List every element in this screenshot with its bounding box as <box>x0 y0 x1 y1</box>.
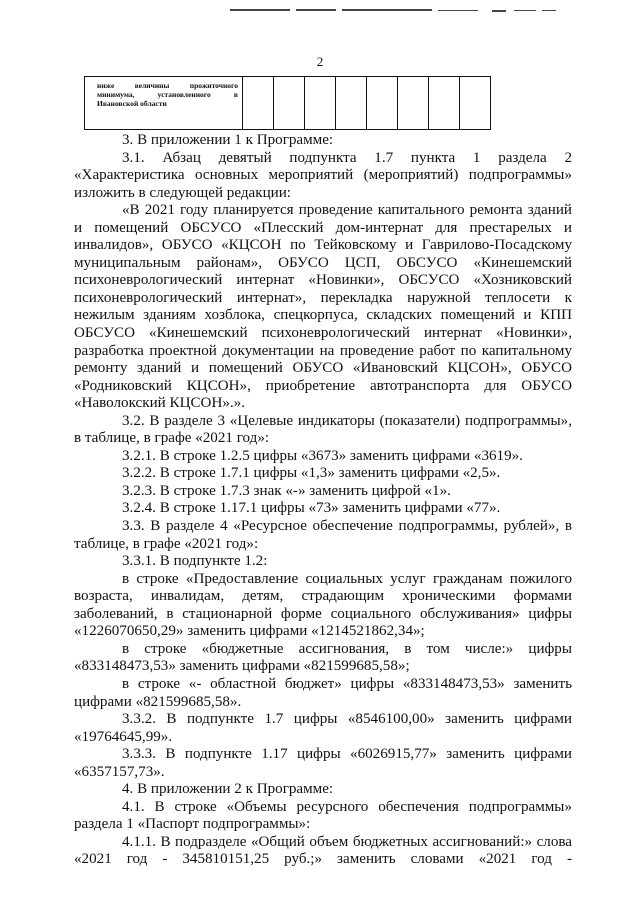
table-cell-empty <box>243 77 274 130</box>
table-fragment <box>84 76 491 130</box>
paragraph-3-2-4: 3.2.4. В строке 1.17.1 цифры «73» заменить цифрами «77». <box>122 500 501 517</box>
table-row <box>85 77 491 130</box>
paragraph-budget-row: в строке «бюджетные ассигнования, в том числе:» цифры «833148473,53» заменить цифрами «821599685,58»; <box>74 640 572 675</box>
table-cell-empty <box>305 77 336 130</box>
paragraph-services-row: в строке «Предоставление социальных услуг гражданам пожилого возраста, инвалидам, детям, страдающим хроническими формами заболеваний, в стационарной форме социального обслуживания» цифры «1226070650,29» заменить цифрами «1214521862,34»; <box>74 570 572 640</box>
table-cell-empty <box>429 77 460 130</box>
paragraph-4-1-1: 4.1.1. В подразделе «Общий объем бюджетных ассигнований:» слова «2021 год - 345810151,25 руб.;» заменить словами «2021 год - <box>74 833 572 868</box>
paragraph-3-2-2: 3.2.2. В строке 1.7.1 цифры «1,3» заменить цифрами «2,5». <box>122 465 501 482</box>
paragraph-3-2-3: 3.2.3. В строке 1.7.3 знак «-» заменить цифрой «1». <box>122 482 451 499</box>
table-cell-empty <box>460 77 491 130</box>
paragraph-appendix-2-heading: 4. В приложении 2 к Программе: <box>122 781 334 798</box>
paragraph-3-3-2: 3.3.2. В подпункте 1.7 цифры «8546100,00» заменить цифрами «19764645,99». <box>74 711 572 745</box>
paragraph-appendix-1-heading: 3. В приложении 1 к Программе: <box>122 132 334 148</box>
paragraph-3-3: 3.3. В разделе 4 «Ресурсное обеспечение подпрограммы, рублей», в таблице, в графе «2021 год»: <box>74 518 572 552</box>
table-cell-empty <box>367 77 398 130</box>
table-cell-empty <box>274 77 305 130</box>
paragraph-3-2-1: 3.2.1. В строке 1.2.5 цифры «3673» заменить цифрами «3619». <box>122 447 523 464</box>
document-body <box>74 132 572 869</box>
paragraph-quoted-edition: «В 2021 году планируется проведение капитального ремонта зданий и помещений ОБСУСО «Плесский дом-интернат для престарелых и инвалидов», ОБУСО «КЦСОН по Тейковскому и Гаврилово-Посадскому муниципальным районам», ОБУСО ЦСП, ОБСУСО «Кинешемский психоневрологический интернат «Новинки», ОБСУСО «Хозниковский психоневрологический интернат», перекладка наружной теплосети к нежилым зданиям хозблока, спецкорпуса, складских помещений и КПП ОБСУСО «Кинешемский психоневрологический интернат «Новинки», разработка проектной документации на проведение работ по капитальному ремонту зданий и помещений ОБУСО «Ивановский КЦСОН», ОБУСО «Родниковский КЦСОН», приобретение автотранспорта для ОБУСО «Наволокский КЦСОН».». <box>74 202 572 412</box>
paragraph-regional-budget-row: в строке «- областной бюджет» цифры «833148473,53» заменить цифрами «821599685,58». <box>74 675 572 710</box>
paragraph-4-1: 4.1. В строке «Объемы ресурсного обеспечения подпрограммы» раздела 1 «Паспорт подпрограммы»: <box>74 798 572 833</box>
paragraph-3-1: 3.1. Абзац девятый подпункта 1.7 пункта 1 раздела 2 «Характеристика основных мероприятий (мероприятий) подпрограммы» изложить в следующей редакции: <box>74 149 572 201</box>
table-cell-label: ниже величины прожиточного минимума, установленного в Ивановской области <box>85 77 243 130</box>
paragraph-3-3-1: 3.3.1. В подпункте 1.2: <box>122 553 268 570</box>
scan-artifact-top <box>230 9 560 14</box>
table-cell-empty <box>336 77 367 130</box>
page-number: 2 <box>316 54 324 69</box>
paragraph-3-3-3: 3.3.3. В подпункте 1.17 цифры «6026915,77» заменить цифрами «6357157,73». <box>74 746 572 780</box>
table-cell-empty <box>398 77 429 130</box>
paragraph-3-2: 3.2. В разделе 3 «Целевые индикаторы (показатели) подпрограммы», в таблице, в графе «2021 год»: <box>74 412 572 447</box>
